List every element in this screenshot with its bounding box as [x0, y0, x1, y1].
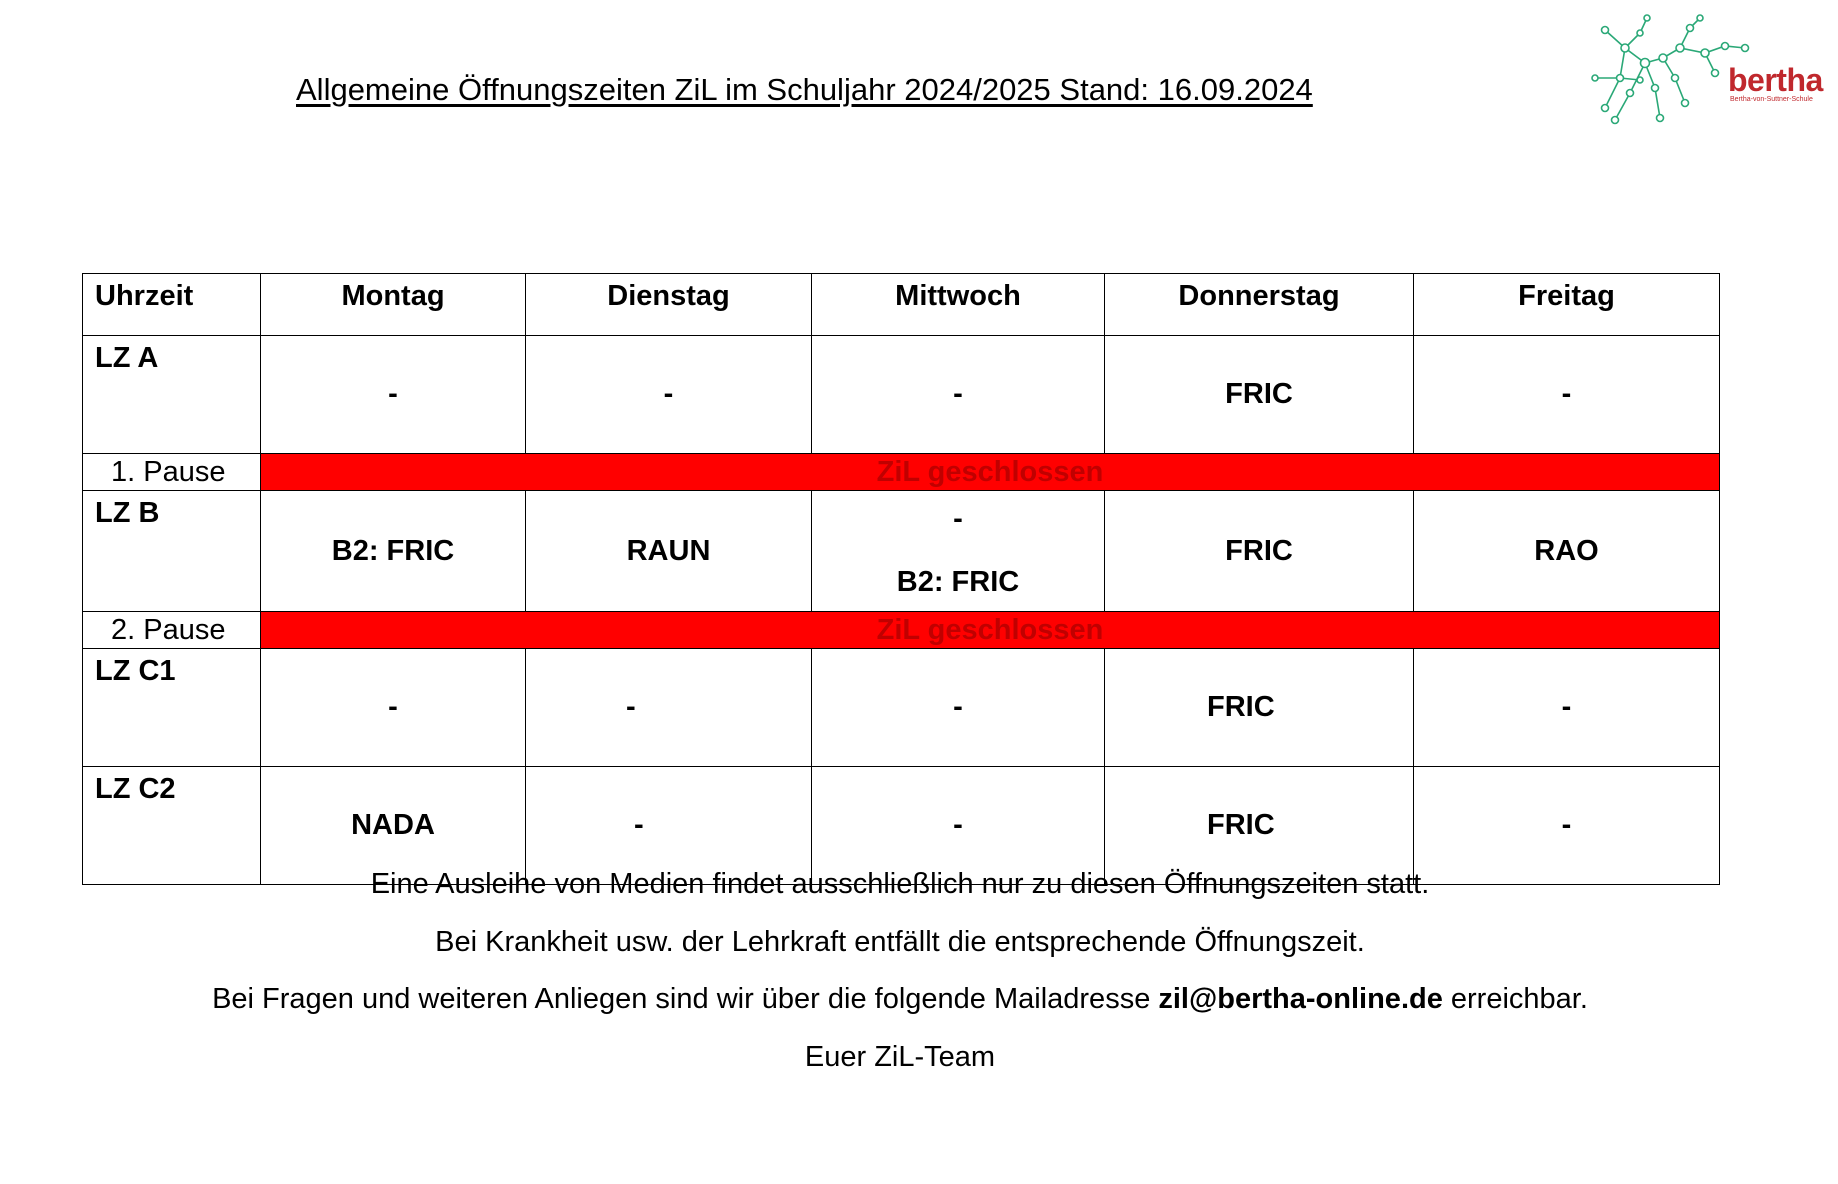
schedule-cell: -	[261, 649, 526, 767]
schedule-cell: RAUN	[526, 491, 812, 612]
contact-email-link[interactable]: zil@bertha-online.de	[1158, 983, 1443, 1015]
schedule-cell: RAO	[1414, 491, 1720, 612]
schedule-cell: -	[812, 767, 1105, 885]
schedule-cell: FRIC	[1105, 491, 1414, 612]
page-title: Allgemeine Öffnungszeiten ZiL im Schuljahr 2024/2025 Stand: 16.09.2024	[296, 72, 1313, 107]
closed-banner: ZiL geschlossen	[261, 612, 1720, 649]
schedule-cell: -	[526, 336, 812, 454]
footer-signature: Euer ZiL-Team	[804, 1041, 996, 1073]
schedule-cell: -	[1414, 649, 1720, 767]
header-freitag: Freitag	[1414, 274, 1720, 336]
schedule-value: -	[953, 503, 963, 535]
closed-banner: ZiL geschlossen	[261, 454, 1720, 491]
table-row-lz-c1	[83, 649, 1720, 767]
pause-label: 2. Pause	[83, 612, 261, 649]
header-montag: Montag	[261, 274, 526, 336]
schedule-cell: -	[526, 767, 812, 885]
header-mittwoch: Mittwoch	[812, 274, 1105, 336]
contact-text-post: erreichbar.	[1442, 983, 1588, 1015]
schedule-cell: FRIC	[1105, 767, 1414, 885]
schedule-cell-stacked	[812, 491, 1105, 612]
footer-line-loan: Eine Ausleihe von Medien findet ausschließlich nur zu diesen Öffnungszeiten statt.	[370, 868, 1430, 900]
footer-line-illness: Bei Krankheit usw. der Lehrkraft entfällt die entsprechende Öffnungszeit.	[435, 926, 1365, 958]
table-row-lz-c2	[83, 767, 1720, 885]
schedule-cell: NADA	[261, 767, 526, 885]
footer-line-contact	[0, 983, 1800, 1016]
schedule-cell: -	[1414, 767, 1720, 885]
header-donnerstag: Donnerstag	[1105, 274, 1414, 336]
logo-wordmark: bertha	[1728, 62, 1823, 98]
time-cell: LZ B	[83, 491, 261, 612]
header-dienstag: Dienstag	[526, 274, 812, 336]
schedule-cell: B2: FRIC	[261, 491, 526, 612]
schedule-cell: -	[812, 336, 1105, 454]
time-cell: LZ A	[83, 336, 261, 454]
table-header-row	[83, 274, 1720, 336]
header-uhrzeit: Uhrzeit	[83, 274, 261, 336]
schedule-cell: FRIC	[1105, 336, 1414, 454]
table-row-pause-2	[83, 612, 1720, 649]
pause-label: 1. Pause	[83, 454, 261, 491]
contact-text-pre: Bei Fragen und weiteren Anliegen sind wir über die folgende Mailadresse	[212, 983, 1159, 1015]
logo-subtitle: Bertha-von-Suttner-Schule	[1730, 96, 1813, 103]
time-cell: LZ C2	[83, 767, 261, 885]
table-row-lz-a	[83, 336, 1720, 454]
schedule-cell: -	[526, 649, 812, 767]
time-cell: LZ C1	[83, 649, 261, 767]
schedule-cell: -	[812, 649, 1105, 767]
schedule-cell: FRIC	[1105, 649, 1414, 767]
opening-hours-table	[82, 273, 1720, 885]
schedule-cell: -	[1414, 336, 1720, 454]
table-row-lz-b	[83, 491, 1720, 612]
schedule-cell: -	[261, 336, 526, 454]
table-row-pause-1	[83, 454, 1720, 491]
schedule-value: B2: FRIC	[896, 566, 1020, 598]
